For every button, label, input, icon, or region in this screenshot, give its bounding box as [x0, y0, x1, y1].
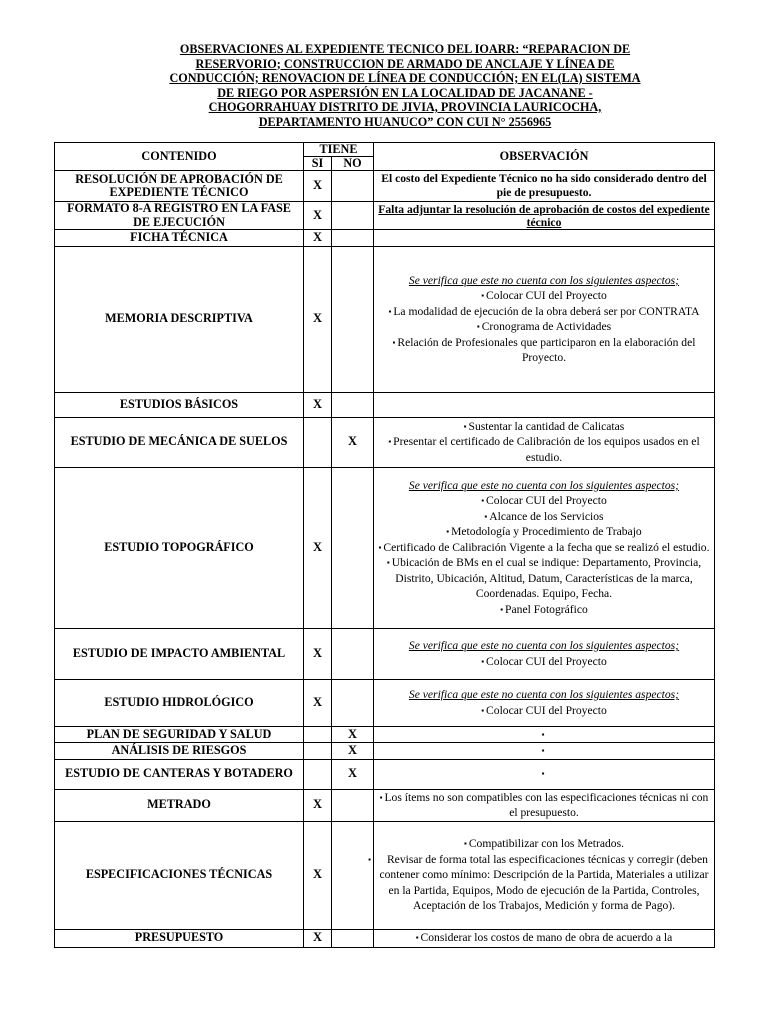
observation-item — [377, 509, 711, 525]
contenido-cell: ESTUDIO DE MECÁNICA DE SUELOS — [55, 417, 304, 467]
observation-item — [377, 727, 711, 743]
header-no: NO — [332, 157, 374, 171]
observation-item-text: Ubicación de BMs en el cual se indique: Departamento, Provincia, Distrito, Ubicación, Altitud, Datum, Características de la marca, Coordenadas. Equipo, Fecha. — [391, 556, 702, 601]
no-cell — [332, 929, 374, 947]
table-row — [55, 417, 715, 467]
title-line: OBSERVACIONES AL EXPEDIENTE TECNICO DEL IOARR: “REPARACION DE — [179, 42, 631, 56]
contenido-cell: ESTUDIO DE CANTERAS Y BOTADERO — [55, 759, 304, 789]
observation-item — [377, 654, 711, 670]
bullet-icon: ▪ — [541, 729, 545, 739]
bullet-icon: ▪ — [446, 527, 450, 537]
observation-item-text: Relación de Profesionales que participaron en la elaboración del Proyecto. — [397, 335, 696, 364]
table-row — [55, 929, 715, 947]
no-cell: X — [332, 759, 374, 789]
contenido-cell: FORMATO 8-A REGISTRO EN LA FASE DE EJECUCIÓN — [55, 202, 304, 230]
title-line: DE RIEGO POR ASPERSIÓN EN LA LOCALIDAD DE JACANANE - — [217, 85, 593, 100]
observacion-cell — [374, 628, 715, 679]
si-cell: X — [304, 628, 332, 679]
contenido-cell: FICHA TÉCNICA — [55, 230, 304, 247]
table-body — [55, 171, 715, 948]
contenido-cell: ANÁLISIS DE RIESGOS — [55, 743, 304, 760]
observation-item-text: Colocar CUI del Proyecto — [486, 703, 607, 717]
observation-item — [377, 493, 711, 509]
table-row — [55, 230, 715, 247]
bullet-icon: ▪ — [481, 496, 485, 506]
header-observacion: OBSERVACIÓN — [374, 143, 715, 171]
si-cell: X — [304, 789, 332, 821]
observation-item — [377, 434, 711, 465]
contenido-cell: ESTUDIO TOPOGRÁFICO — [55, 467, 304, 628]
observation-item-text: La modalidad de ejecución de la obra deberá ser por CONTRATA — [393, 304, 700, 318]
observacion-cell — [374, 202, 715, 230]
contenido-cell: ESTUDIO DE IMPACTO AMBIENTAL — [55, 628, 304, 679]
observation-item — [377, 555, 711, 602]
header-tiene: TIENE — [304, 143, 374, 157]
bullet-icon: ▪ — [378, 542, 382, 552]
bullet-icon: ▪ — [388, 306, 392, 316]
table-row — [55, 743, 715, 760]
observation-item-text: Colocar CUI del Proyecto — [486, 654, 607, 668]
si-cell — [304, 417, 332, 467]
observacion-cell — [374, 230, 715, 247]
contenido-cell: METRADO — [55, 789, 304, 821]
header-si: SI — [304, 157, 332, 171]
no-cell — [332, 821, 374, 929]
bullet-icon: ▪ — [541, 769, 545, 779]
bullet-icon: ▪ — [481, 656, 485, 666]
observacion-cell — [374, 246, 715, 392]
si-cell: X — [304, 202, 332, 230]
si-cell — [304, 726, 332, 743]
observation-item-text: Alcance de los Servicios — [489, 509, 604, 523]
no-cell: X — [332, 743, 374, 760]
si-cell: X — [304, 392, 332, 417]
no-cell: X — [332, 417, 374, 467]
observation-item-text: Panel Fotográfico — [505, 602, 588, 616]
bullet-icon: ▪ — [481, 705, 485, 715]
observation-item — [377, 319, 711, 335]
observacion-cell — [374, 467, 715, 628]
bullet-icon: ▪ — [386, 558, 390, 568]
observation-item — [377, 419, 711, 435]
observation-text: Falta adjuntar la resolución de aprobación de costos del expediente técnico — [378, 202, 710, 229]
observation-item-text: Compatibilizar con los Metrados. — [468, 837, 625, 851]
observations-table — [54, 142, 715, 948]
no-cell — [332, 679, 374, 726]
no-cell — [332, 789, 374, 821]
observacion-cell — [374, 929, 715, 947]
table-row — [55, 246, 715, 392]
observacion-cell — [368, 821, 715, 929]
si-cell: X — [304, 246, 332, 392]
observation-item — [368, 852, 711, 914]
table-row — [55, 202, 715, 230]
observation-item — [377, 743, 711, 759]
title-line: CONDUCCIÓN; RENOVACION DE LÍNEA DE CONDUCCIÓN; EN EL(LA) SISTEMA — [169, 71, 641, 85]
observation-intro: Se verifica que este no cuenta con los siguientes aspectos; — [408, 478, 680, 492]
bullet-icon: ▪ — [476, 322, 480, 331]
observation-intro: Se verifica que este no cuenta con los siguientes aspectos; — [408, 273, 680, 287]
no-cell — [332, 467, 374, 628]
observation-item-text: Los ítems no son compatibles con las especificaciones técnicas ni con el presupuesto. — [384, 790, 709, 819]
si-cell: X — [304, 821, 332, 929]
no-cell — [332, 246, 374, 392]
bullet-icon: ▪ — [415, 933, 419, 943]
observation-item — [377, 930, 711, 946]
bullet-icon: ▪ — [481, 291, 485, 300]
si-cell: X — [304, 929, 332, 947]
observation-item — [377, 304, 711, 320]
table-row — [55, 171, 715, 202]
bullet-icon: ▪ — [368, 854, 371, 864]
bullet-icon: ▪ — [463, 421, 467, 431]
observation-intro: Se verifica que este no cuenta con los siguientes aspectos; — [408, 688, 680, 701]
observation-item-text: Colocar CUI del Proyecto — [486, 289, 607, 302]
bullet-icon: ▪ — [463, 839, 467, 849]
si-cell — [304, 759, 332, 789]
title-line: CHOGORRAHUAY DISTRITO DE JIVIA, PROVINCIA LAURICOCHA, — [208, 100, 602, 114]
table-row — [55, 759, 715, 789]
table-row — [55, 467, 715, 628]
observation-text: El costo del Expediente Técnico no ha sido considerado dentro del pie de presupuesto. — [381, 172, 707, 199]
si-cell: X — [304, 679, 332, 726]
no-cell — [332, 628, 374, 679]
no-cell: X — [332, 726, 374, 743]
observation-item-text: Presentar el certificado de Calibración de los equipos usados en el estudio. — [393, 435, 700, 464]
observation-item-text: Colocar CUI del Proyecto — [486, 494, 607, 508]
title-line: RESERVORIO; CONSTRUCCION DE ARMADO DE ANCLAJE Y LÍNEA DE — [195, 56, 615, 71]
table-row — [55, 392, 715, 417]
observacion-cell — [374, 789, 715, 821]
bullet-icon: ▪ — [379, 792, 383, 802]
observacion-cell — [374, 743, 715, 760]
observation-item-text: Sustentar la cantidad de Calicatas — [468, 419, 625, 433]
bullet-icon: ▪ — [484, 511, 488, 521]
table-row — [55, 679, 715, 726]
no-cell — [332, 392, 374, 417]
observation-item-text: Cronograma de Actividades — [481, 320, 612, 333]
observation-item — [377, 288, 711, 304]
si-cell: X — [304, 171, 332, 202]
si-cell: X — [304, 467, 332, 628]
observacion-cell — [374, 417, 715, 467]
observation-item — [377, 602, 711, 618]
observacion-cell — [374, 171, 715, 202]
contenido-cell: PLAN DE SEGURIDAD Y SALUD — [55, 726, 304, 743]
contenido-cell: RESOLUCIÓN DE APROBACIÓN DE EXPEDIENTE TÉCNICO — [55, 171, 304, 202]
title-line: DEPARTAMENTO HUANUCO” CON CUI N° 2556965 — [258, 114, 552, 129]
table-row — [55, 821, 715, 929]
observation-item-text: Considerar los costos de mano de obra de acuerdo a la — [420, 931, 673, 945]
contenido-cell: MEMORIA DESCRIPTIVA — [55, 246, 304, 392]
observacion-cell — [374, 392, 715, 417]
contenido-cell: ESPECIFICACIONES TÉCNICAS — [55, 821, 304, 929]
bullet-icon: ▪ — [500, 604, 504, 614]
observation-item-text: Certificado de Calibración Vigente a la fecha que se realizó el estudio. — [383, 540, 710, 554]
no-cell — [332, 230, 374, 247]
no-cell — [332, 171, 374, 202]
observation-item — [377, 703, 711, 719]
observation-item-text: Revisar de forma total las especificaciones técnicas y corregir (deben contener como mínimo: Descripción de la Partida, Materiales a utilizar en la Partida, Equipos, Modo de ejecución de la Partida, Controles, Aceptación de los Trabajos, Medición y forma de Pago). — [379, 852, 709, 913]
observation-item — [377, 540, 711, 556]
observation-intro: Se verifica que este no cuenta con los siguientes aspectos; — [408, 639, 680, 652]
observacion-cell — [374, 726, 715, 743]
table-row — [55, 628, 715, 679]
contenido-cell: ESTUDIOS BÁSICOS — [55, 392, 304, 417]
table-row — [55, 789, 715, 821]
observation-item — [377, 766, 711, 782]
no-cell — [332, 202, 374, 230]
observation-item — [377, 790, 711, 821]
contenido-cell: ESTUDIO HIDROLÓGICO — [55, 679, 304, 726]
observation-item — [377, 335, 711, 366]
si-cell: X — [304, 230, 332, 247]
table-row — [55, 726, 715, 743]
document-title — [130, 42, 680, 129]
observation-item — [377, 524, 711, 540]
observacion-cell — [374, 759, 715, 789]
observation-item — [377, 836, 711, 852]
bullet-icon: ▪ — [541, 746, 545, 755]
si-cell — [304, 743, 332, 760]
header-contenido: CONTENIDO — [55, 143, 304, 171]
contenido-cell: PRESUPUESTO — [55, 929, 304, 947]
observation-item-text: Metodología y Procedimiento de Trabajo — [451, 525, 642, 539]
bullet-icon: ▪ — [388, 437, 392, 447]
bullet-icon: ▪ — [392, 337, 396, 347]
observacion-cell — [374, 679, 715, 726]
